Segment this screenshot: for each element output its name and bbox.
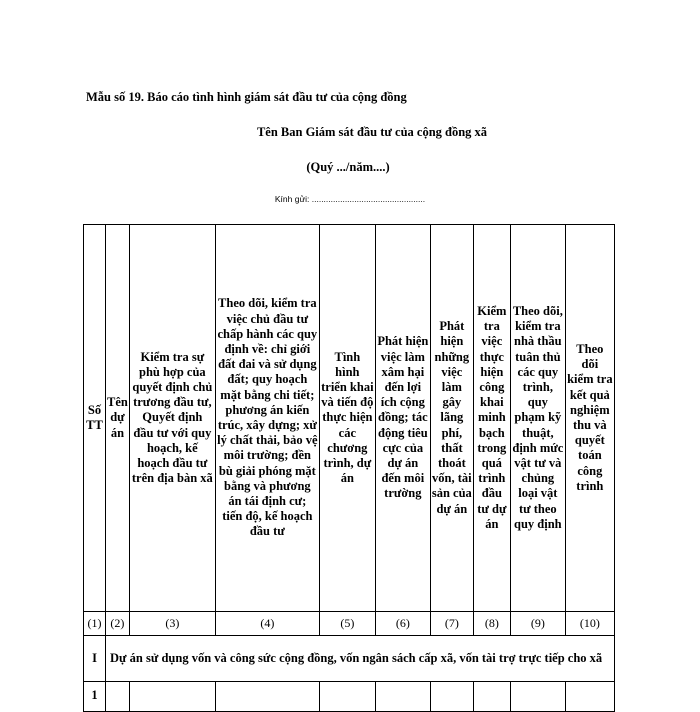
table-cell <box>319 682 375 712</box>
table-cell <box>430 682 473 712</box>
table-cell <box>215 682 319 712</box>
table-cell <box>473 682 510 712</box>
table-cell <box>510 682 565 712</box>
header-cell-contractor-compliance: Theo dõi, kiểm tra nhà thầu tuân thủ các quy trình, quy phạm kỹ thuật, định mức vật tư và chủng loại vật tư theo quy định <box>510 225 565 612</box>
column-number: (9) <box>510 612 565 636</box>
addressee-line: Kính gửi: ................................................ <box>274 194 426 204</box>
report-table <box>83 224 615 712</box>
section-number: I <box>84 636 106 682</box>
column-number: (7) <box>430 612 473 636</box>
form-title: Mẫu số 19. Báo cáo tình hình giám sát đầu tư của cộng đồng <box>86 90 407 104</box>
header-cell-monitor-investor: Theo dõi, kiểm tra việc chủ đầu tư chấp hành các quy định về: chỉ giới đất đai và sử dụng đất; quy hoạch mặt bằng chi tiết; phương án kiến trúc, xây dựng; xử lý chất thải, bảo vệ môi trường; đền bù giải phóng mặt bằng và phương án tái định cư; tiến độ, kế hoạch đầu tư <box>215 225 319 612</box>
header-cell-waste-loss: Phát hiện những việc làm gây lãng phí, thất thoát vốn, tài sản của dự án <box>430 225 473 612</box>
table-cell <box>106 682 130 712</box>
section-label: Dự án sử dụng vốn và công sức cộng đồng, vốn ngân sách cấp xã, vốn tài trợ trực tiếp cho xã <box>106 636 615 682</box>
row-number: 1 <box>84 682 106 712</box>
column-number: (10) <box>565 612 614 636</box>
header-cell-stt: Số TT <box>84 225 106 612</box>
header-cell-acceptance-settlement: Theo dõi kiểm tra kết quả nghiệm thu và quyết toán công trình <box>565 225 614 612</box>
column-number-row <box>84 612 615 636</box>
header-row <box>84 225 615 612</box>
header-cell-transparency: Kiểm tra việc thực hiện công khai minh bạch trong quá trình đầu tư dự án <box>473 225 510 612</box>
table-cell <box>129 682 215 712</box>
column-number: (1) <box>84 612 106 636</box>
column-number: (4) <box>215 612 319 636</box>
header-cell-check-conformity: Kiểm tra sự phù hợp của quyết định chủ trương đầu tư, Quyết định đầu tư với quy hoạch, kế hoạch đầu tư trên địa bàn xã <box>129 225 215 612</box>
header-cell-progress: Tình hình triển khai và tiến độ thực hiện các chương trình, dự án <box>319 225 375 612</box>
column-number: (6) <box>375 612 430 636</box>
report-period: (Quý .../năm....) <box>306 160 390 174</box>
column-number: (8) <box>473 612 510 636</box>
column-number: (3) <box>129 612 215 636</box>
header-cell-community-harm: Phát hiện việc làm xâm hại đến lợi ích cộng đồng; tác động tiêu cực của dự án đến môi trường <box>375 225 430 612</box>
header-cell-project-name: Tên dự án <box>106 225 130 612</box>
column-number: (2) <box>106 612 130 636</box>
table-row <box>84 682 615 712</box>
report-subtitle: Tên Ban Giám sát đầu tư của cộng đồng xã <box>256 125 488 139</box>
table-cell <box>565 682 614 712</box>
column-number: (5) <box>319 612 375 636</box>
table-cell <box>375 682 430 712</box>
section-row <box>84 636 615 682</box>
